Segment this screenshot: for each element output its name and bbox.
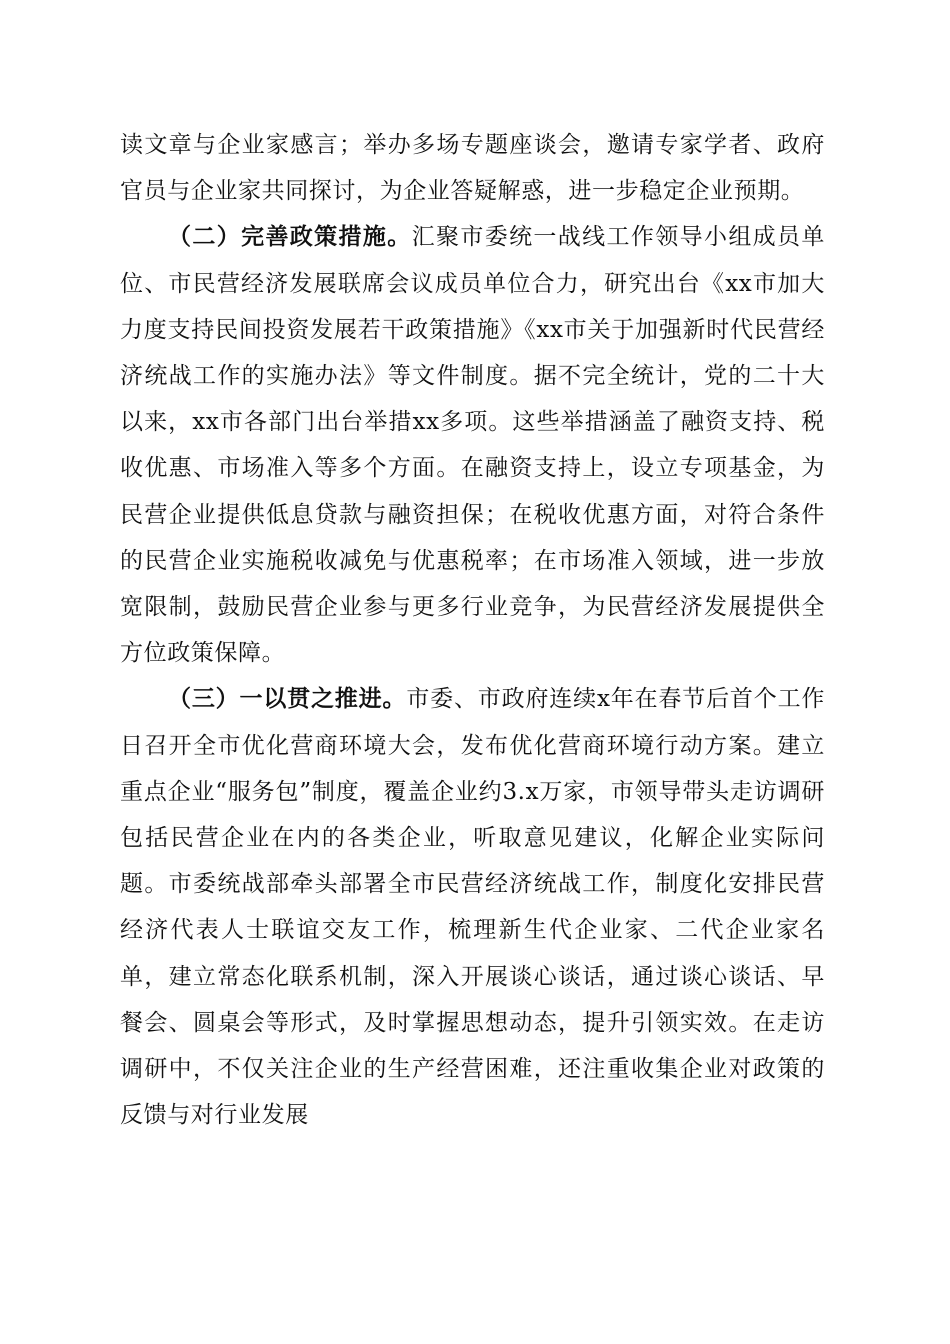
section-heading-3: （三）一以贯之推进。: [168, 686, 407, 713]
paragraph-consistent-promotion: [120, 676, 825, 1138]
paragraph-text: 汇聚市委统一战线工作领导小组成员单位、市民营经济发展联席会议成员单位合力，研究出台《xx市加大力度支持民间投资发展若干政策措施》《xx市关于加强新时代民营经济统战工作的实施办法》等文件制度。据不完全统计，党的二十大以来，xx市各部门出台举措xx多项。这些举措涵盖了融资支持、税收优惠、市场准入等多个方面。在融资支持上，设立专项基金，为民营企业提供低息贷款与融资担保；在税收优惠方面，对符合条件的民营企业实施税收减免与优惠税率；在市场准入领域，进一步放宽限制，鼓励民营企业参与更多行业竞争，为民营经济发展提供全方位政策保障。: [120, 224, 826, 667]
paragraph-continuation: [120, 122, 825, 214]
document-body: [120, 122, 825, 1138]
paragraph-policy-measures: [120, 214, 825, 676]
paragraph-text: 读文章与企业家感言；举办多场专题座谈会，邀请专家学者、政府官员与企业家共同探讨，为企业答疑解惑，进一步稳定企业预期。: [120, 132, 825, 205]
section-heading-2: （二）完善政策措施。: [168, 224, 412, 251]
paragraph-text: 市委、市政府连续x年在春节后首个工作日召开全市优化营商环境大会，发布优化营商环境行动方案。建立重点企业“服务包”制度，覆盖企业约3.x万家，市领导带头走访调研包括民营企业在内的各类企业，听取意见建议，化解企业实际问题。市委统战部牵头部署全市民营经济统战工作，制度化安排民营经济代表人士联谊交友工作，梳理新生代企业家、二代企业家名单，建立常态化联系机制，深入开展谈心谈话，通过谈心谈话、早餐会、圆桌会等形式，及时掌握思想动态，提升引领实效。在走访调研中，不仅关注企业的生产经营困难，还注重收集企业对政策的反馈与对行业发展: [120, 686, 825, 1129]
